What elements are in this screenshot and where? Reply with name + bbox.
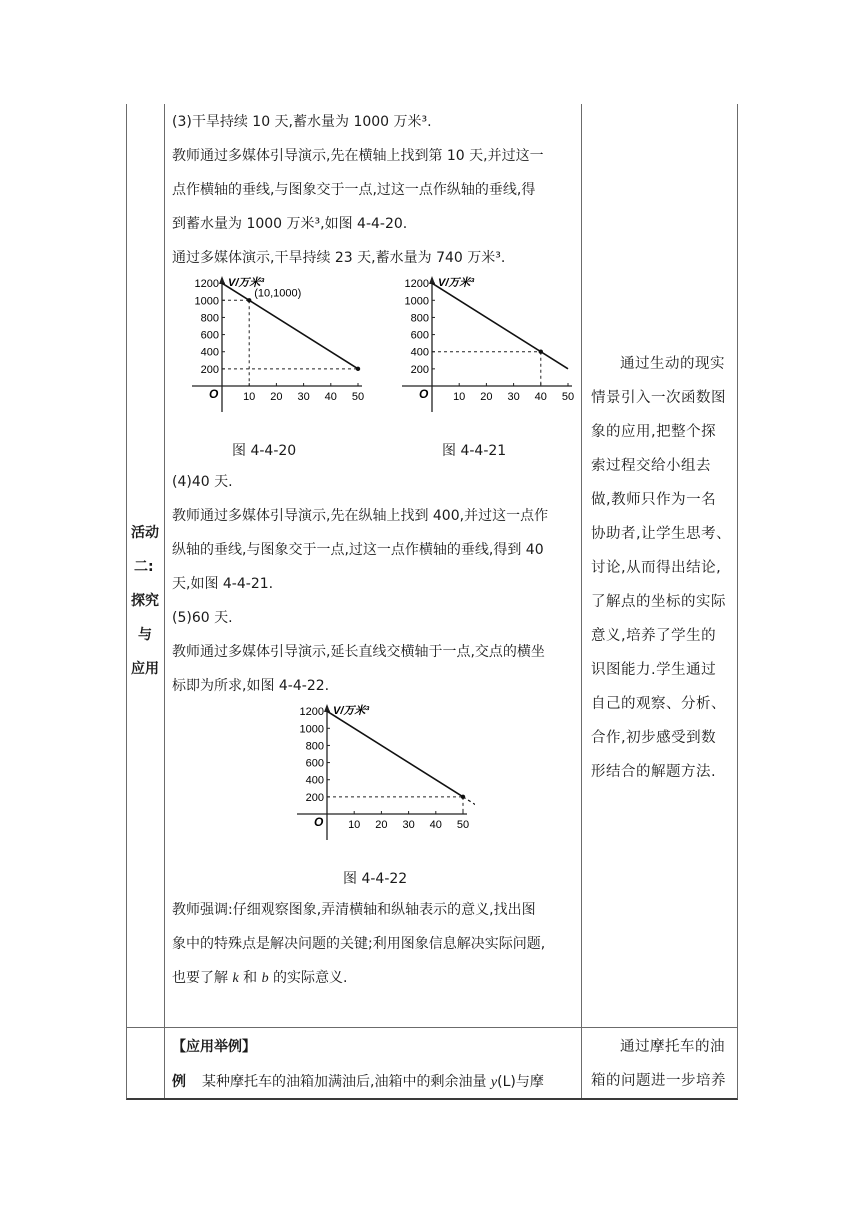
design-intent-line: 象的应用,把整个探 bbox=[591, 424, 717, 440]
example-label: 例 bbox=[172, 1074, 186, 1090]
y-tick-label: 1000 bbox=[404, 295, 429, 308]
data-point bbox=[247, 298, 251, 302]
x-tick-label: 20 bbox=[480, 391, 493, 403]
origin-label: O bbox=[314, 815, 324, 829]
figure-caption-20: 图 4-4-20 bbox=[232, 443, 297, 459]
column-divider-right bbox=[581, 104, 582, 1098]
y-tick-label: 200 bbox=[305, 791, 324, 804]
data-point bbox=[539, 350, 543, 354]
y-tick-label: 400 bbox=[305, 774, 324, 787]
figure-4-4-22 bbox=[285, 700, 475, 862]
origin-label: O bbox=[419, 387, 429, 401]
axes bbox=[297, 704, 475, 840]
y-tick-label: 1200 bbox=[194, 278, 219, 291]
y-tick-label: 600 bbox=[410, 329, 429, 342]
activity-label-line: 二: bbox=[134, 559, 154, 575]
x-tick-label: 20 bbox=[270, 391, 283, 403]
design-intent-line: 意义,培养了学生的 bbox=[591, 628, 717, 644]
paragraph-line: 教师通过多媒体引导演示,延长直线交横轴于一点,交点的横坐 bbox=[172, 644, 545, 660]
x-tick-label: 30 bbox=[297, 391, 310, 403]
data-point bbox=[356, 367, 360, 371]
x-tick-label: 40 bbox=[324, 391, 337, 403]
row-divider bbox=[127, 1027, 737, 1028]
data-line bbox=[432, 283, 568, 369]
data-line bbox=[327, 711, 463, 797]
x-tick-label: 40 bbox=[534, 391, 547, 403]
y-tick-label: 600 bbox=[200, 329, 219, 342]
design-intent-line: 协助者,让学生思考、 bbox=[591, 526, 732, 542]
activity-label-line: 探究 bbox=[131, 593, 159, 609]
paragraph-answer-5: (5)60 天. bbox=[172, 610, 233, 626]
y-tick-label: 1000 bbox=[299, 723, 324, 736]
paragraph-line: 教师强调:仔细观察图象,弄清横轴和纵轴表示的意义,找出图 bbox=[172, 902, 536, 918]
example-line: 例 某种摩托车的油箱加满油后,油箱中的剩余油量 y(L)与摩 bbox=[172, 1074, 544, 1090]
paragraph-line: 也要了解 k 和 b 的实际意义. bbox=[172, 970, 348, 986]
paragraph-line: 纵轴的垂线,与图象交于一点,过这一点作横轴的垂线,得到 40 bbox=[172, 542, 544, 558]
paragraph-line: 到蓄水量为 1000 万米³,如图 4-4-20. bbox=[172, 216, 408, 232]
x-tick-label: 50 bbox=[351, 391, 365, 403]
design-intent-bottom-line: 通过摩托车的油 bbox=[620, 1039, 725, 1055]
activity-label-line: 与 bbox=[138, 627, 152, 643]
y-tick-label: 200 bbox=[200, 363, 219, 376]
paragraph-answer-3: (3)干旱持续 10 天,蓄水量为 1000 万米³. bbox=[172, 114, 432, 130]
y-tick-label: 400 bbox=[200, 346, 219, 359]
point-label: (10,1000) bbox=[254, 287, 302, 300]
axes bbox=[402, 276, 580, 412]
paragraph-line: 教师通过多媒体引导演示,先在横轴上找到第 10 天,并过这一 bbox=[172, 148, 544, 164]
paragraph-line: 象中的特殊点是解决问题的关键;利用图象信息解决实际问题, bbox=[172, 936, 546, 952]
activity-label-line: 应用 bbox=[131, 661, 159, 677]
y-tick-label: 800 bbox=[305, 740, 324, 753]
y-tick-label: 1000 bbox=[194, 295, 219, 308]
paragraph-line: 天,如图 4-4-21. bbox=[172, 576, 274, 592]
design-intent-line: 讨论,从而得出结论, bbox=[591, 560, 722, 576]
design-intent-line: 合作,初步感受到数 bbox=[591, 730, 717, 746]
y-tick-label: 1200 bbox=[299, 706, 324, 719]
x-tick-label: 10 bbox=[243, 391, 256, 403]
paragraph-demo: 通过多媒体演示,干旱持续 23 天,蓄水量为 740 万米³. bbox=[172, 250, 506, 266]
x-tick-label: 50 bbox=[561, 391, 575, 403]
y-axis-title: V/万米³ bbox=[333, 705, 370, 717]
y-tick-label: 800 bbox=[410, 312, 429, 325]
design-intent-line: 索过程交给小组去 bbox=[591, 458, 711, 474]
y-tick-label: 200 bbox=[410, 363, 429, 376]
paragraph-line: 点作横轴的垂线,与图象交于一点,过这一点作纵轴的垂线,得 bbox=[172, 182, 536, 198]
x-tick-label: 30 bbox=[402, 819, 415, 831]
y-axis-title: V/万米³ bbox=[438, 277, 475, 289]
y-tick-label: 800 bbox=[200, 312, 219, 325]
design-intent-line: 通过生动的现实 bbox=[620, 356, 725, 372]
figure-caption-21: 图 4-4-21 bbox=[442, 443, 507, 459]
x-tick-label: 30 bbox=[507, 391, 520, 403]
design-intent-line: 形结合的解题方法. bbox=[591, 764, 717, 780]
origin-label: O bbox=[209, 387, 219, 401]
y-tick-label: 400 bbox=[410, 346, 429, 359]
figure-4-4-21 bbox=[390, 272, 580, 432]
column-divider-left bbox=[164, 104, 165, 1098]
x-tick-label: 40 bbox=[429, 819, 442, 831]
paragraph-line: 教师通过多媒体引导演示,先在纵轴上找到 400,并过这一点作 bbox=[172, 508, 549, 524]
x-tick-label: 50 bbox=[456, 819, 470, 831]
y-tick-label: 1200 bbox=[404, 278, 429, 291]
figure-4-4-20 bbox=[180, 272, 370, 432]
design-intent-line: 做,教师只作为一名 bbox=[591, 492, 717, 508]
design-intent-line: 了解点的坐标的实际 bbox=[591, 594, 726, 610]
data-point bbox=[461, 795, 465, 799]
activity-label-line: 活动 bbox=[131, 525, 159, 541]
x-tick-label: 20 bbox=[375, 819, 388, 831]
x-tick-label: 10 bbox=[453, 391, 466, 403]
axes bbox=[192, 276, 370, 412]
x-tick-label: 10 bbox=[348, 819, 361, 831]
design-intent-line: 识图能力.学生通过 bbox=[591, 662, 717, 678]
section-heading: 【应用举例】 bbox=[172, 1039, 256, 1055]
figure-caption-22: 图 4-4-22 bbox=[343, 871, 408, 887]
design-intent-line: 自己的观察、分析、 bbox=[591, 696, 726, 712]
y-tick-label: 600 bbox=[305, 757, 324, 770]
paragraph-answer-4: (4)40 天. bbox=[172, 474, 233, 490]
paragraph-line: 标即为所求,如图 4-4-22. bbox=[172, 678, 330, 694]
design-intent-line: 情景引入一次函数图 bbox=[591, 390, 726, 406]
y-axis-title: V/万米³ bbox=[228, 277, 265, 289]
data-line-extension bbox=[463, 797, 475, 814]
design-intent-bottom-line: 箱的问题进一步培养 bbox=[591, 1073, 726, 1089]
